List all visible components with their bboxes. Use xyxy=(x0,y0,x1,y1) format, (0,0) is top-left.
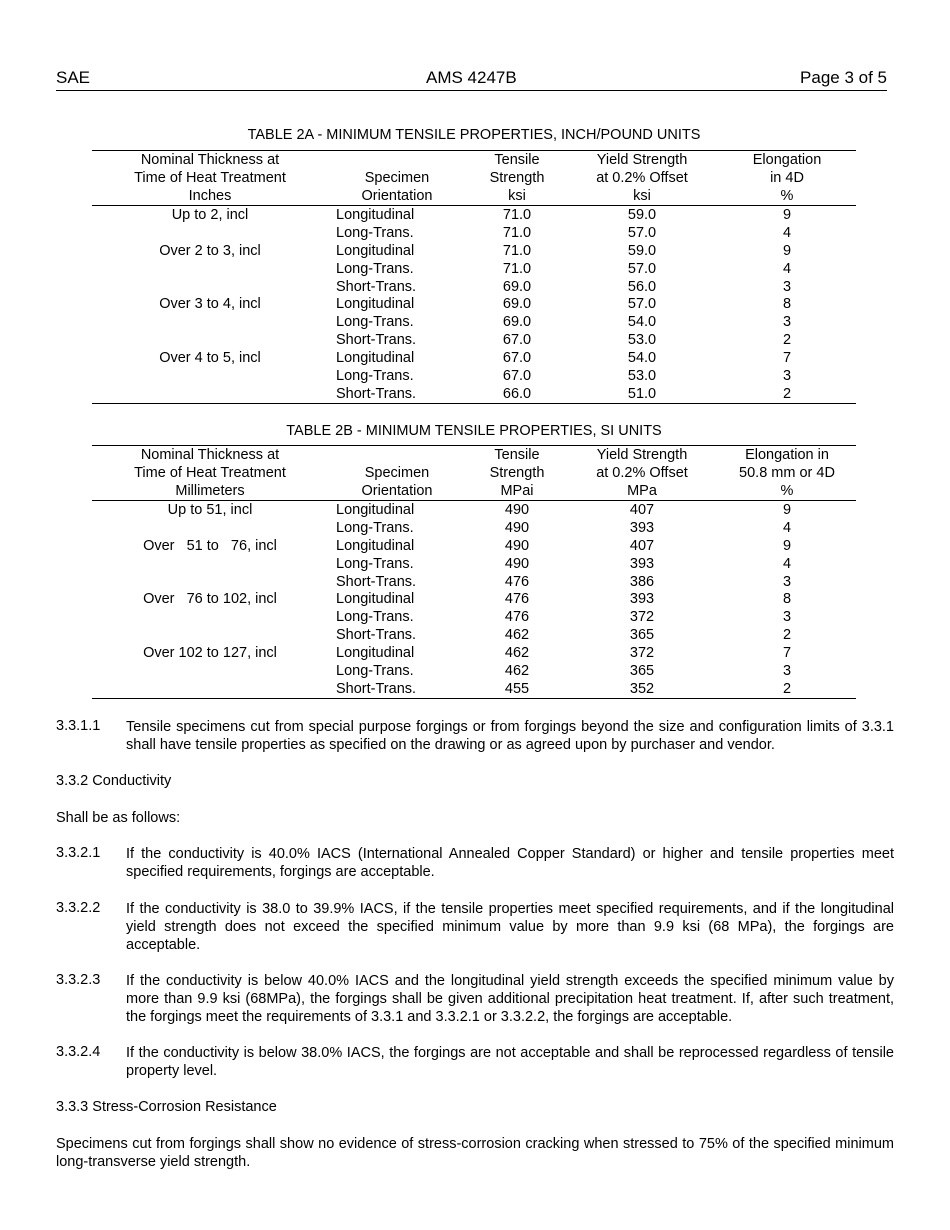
column-header-line: Specimen xyxy=(364,170,430,186)
column-header-line: Yield Strength xyxy=(596,447,688,463)
para-3-3-1-1-number: 3.3.1.1 xyxy=(56,718,101,734)
cell-thickness: Up to 51, incl xyxy=(167,502,253,518)
cell-orientation: Longitudinal xyxy=(336,591,415,608)
cell-orientation: Short-Trans. xyxy=(336,627,417,644)
column-header-line: Time of Heat Treatment xyxy=(134,170,286,186)
cell-tensile: 490 xyxy=(504,555,530,572)
cell-orientation: Short-Trans. xyxy=(336,573,417,590)
table-row xyxy=(92,626,856,644)
cell-yield: 54.0 xyxy=(627,350,657,367)
cell-tensile: 71.0 xyxy=(502,207,532,223)
cell-orientation: Short-Trans. xyxy=(336,385,417,402)
cell-orientation: Longitudinal xyxy=(336,350,415,367)
cell-elongation: 3 xyxy=(782,663,792,680)
column-header-line: Yield Strength xyxy=(596,152,688,168)
column-header-line: Nominal Thickness at xyxy=(140,447,280,463)
cell-yield: 393 xyxy=(629,555,655,572)
cell-elongation: 4 xyxy=(782,519,792,536)
table-body xyxy=(92,206,856,403)
cell-yield: 393 xyxy=(629,519,655,536)
cell-yield: 57.0 xyxy=(627,260,657,277)
para-3-3-2-4-number: 3.3.2.4 xyxy=(56,1044,101,1060)
cell-yield: 372 xyxy=(629,609,655,626)
para-3-3-2-1-text: If the conductivity is 40.0% IACS (International Annealed Copper Standard) or higher and tensile properties meet specified requirements, forgings are acceptable. xyxy=(126,846,894,880)
column-header-line: Orientation xyxy=(361,188,433,204)
cell-elongation: 3 xyxy=(782,278,792,295)
column-header-line: 50.8 mm or 4D xyxy=(739,465,835,481)
table-row xyxy=(92,573,856,591)
column-header-line: MPa xyxy=(627,483,657,499)
cell-tensile: 462 xyxy=(504,645,530,662)
table-body xyxy=(92,501,856,698)
table-2a-title: TABLE 2A - MINIMUM TENSILE PROPERTIES, INCH/POUND UNITS xyxy=(247,127,701,143)
column-header-line: MPai xyxy=(500,483,534,499)
table-row xyxy=(92,206,856,224)
cell-thickness: Over 4 to 5, incl xyxy=(159,350,261,367)
section-3-3-2-intro: Shall be as follows: xyxy=(56,810,181,826)
para-3-3-2-3-number: 3.3.2.3 xyxy=(56,972,101,988)
column-header-line xyxy=(337,446,457,464)
header-doc-number: AMS 4247B xyxy=(426,68,517,87)
cell-yield: 57.0 xyxy=(627,224,657,241)
cell-elongation: 8 xyxy=(782,296,792,313)
table-2b xyxy=(92,445,856,699)
column-header-line: at 0.2% Offset xyxy=(596,170,688,186)
section-3-3-3-heading: 3.3.3 Stress-Corrosion Resistance xyxy=(56,1099,277,1115)
cell-thickness: Up to 2, incl xyxy=(171,207,249,223)
cell-yield: 59.0 xyxy=(627,207,657,223)
column-header-tensile xyxy=(467,446,567,500)
column-header-line: ksi xyxy=(633,188,651,204)
cell-elongation: 9 xyxy=(782,502,792,518)
cell-tensile: 455 xyxy=(504,680,530,697)
table-row xyxy=(92,662,856,680)
cell-tensile: 490 xyxy=(504,519,530,536)
column-header-line: Time of Heat Treatment xyxy=(134,465,286,481)
column-header-line xyxy=(337,151,457,169)
page-header xyxy=(56,68,887,91)
cell-orientation: Long-Trans. xyxy=(336,519,414,536)
cell-orientation: Short-Trans. xyxy=(336,332,417,349)
cell-tensile: 67.0 xyxy=(502,368,532,385)
cell-elongation: 4 xyxy=(782,555,792,572)
column-header-line: Strength xyxy=(489,170,545,186)
cell-thickness: Over 3 to 4, incl xyxy=(159,296,261,313)
column-header-line: % xyxy=(780,483,794,499)
cell-orientation: Longitudinal xyxy=(336,242,415,259)
column-header-line: Inches xyxy=(188,188,232,204)
column-header-orientation xyxy=(337,446,457,500)
column-header-line: Orientation xyxy=(361,483,433,499)
para-3-3-1-1-text: Tensile specimens cut from special purpose forgings or from forgings beyond the size and configuration limits of 3.3.1 shall have tensile properties as specified on the drawing or as agreed upon by purchaser and vendor. xyxy=(126,719,894,753)
table-row xyxy=(92,608,856,626)
cell-orientation: Longitudinal xyxy=(336,296,415,313)
cell-elongation: 2 xyxy=(782,332,792,349)
table-row xyxy=(92,331,856,349)
cell-orientation: Long-Trans. xyxy=(336,368,414,385)
cell-tensile: 462 xyxy=(504,663,530,680)
column-header-yield xyxy=(582,151,702,205)
cell-tensile: 69.0 xyxy=(502,296,532,313)
cell-yield: 56.0 xyxy=(627,278,657,295)
column-header-line: Elongation xyxy=(752,152,822,168)
para-3-3-2-1-number: 3.3.2.1 xyxy=(56,845,101,861)
para-3-3-2-4-text: If the conductivity is below 38.0% IACS, the forgings are not acceptable and shall be reprocessed regardless of tensile property level. xyxy=(126,1045,894,1079)
table-row xyxy=(92,519,856,537)
table-2b-title: TABLE 2B - MINIMUM TENSILE PROPERTIES, SI UNITS xyxy=(286,423,662,439)
cell-elongation: 4 xyxy=(782,224,792,241)
cell-elongation: 9 xyxy=(782,537,792,554)
cell-elongation: 2 xyxy=(782,385,792,402)
table-row xyxy=(92,260,856,278)
cell-yield: 407 xyxy=(629,537,655,554)
table-row xyxy=(92,367,856,385)
column-header-line: Tensile xyxy=(494,447,540,463)
cell-elongation: 3 xyxy=(782,368,792,385)
column-header-line: at 0.2% Offset xyxy=(596,465,688,481)
table-2a xyxy=(92,150,856,404)
column-header-thickness xyxy=(92,151,328,205)
table-row xyxy=(92,242,856,260)
cell-elongation: 9 xyxy=(782,242,792,259)
cell-yield: 53.0 xyxy=(627,332,657,349)
cell-orientation: Long-Trans. xyxy=(336,555,414,572)
cell-elongation: 2 xyxy=(782,627,792,644)
cell-tensile: 67.0 xyxy=(502,332,532,349)
cell-yield: 365 xyxy=(629,663,655,680)
table-header xyxy=(92,446,856,501)
cell-orientation: Short-Trans. xyxy=(336,680,417,697)
cell-tensile: 69.0 xyxy=(502,278,532,295)
cell-orientation: Long-Trans. xyxy=(336,663,414,680)
table-row xyxy=(92,313,856,331)
section-3-3-2-heading: 3.3.2 Conductivity xyxy=(56,773,172,789)
cell-elongation: 2 xyxy=(782,680,792,697)
column-header-orientation xyxy=(337,151,457,205)
cell-elongation: 9 xyxy=(782,207,792,223)
column-header-tensile xyxy=(467,151,567,205)
cell-thickness: Over 2 to 3, incl xyxy=(159,242,261,259)
header-page-number: Page 3 of 5 xyxy=(800,68,887,87)
column-header-elongation xyxy=(722,151,852,205)
cell-tensile: 476 xyxy=(504,591,530,608)
cell-yield: 372 xyxy=(629,645,655,662)
cell-thickness: Over 51 to 76, incl xyxy=(143,537,277,554)
para-3-3-2-2-number: 3.3.2.2 xyxy=(56,900,101,916)
cell-thickness: Over 102 to 127, incl xyxy=(143,645,277,662)
cell-yield: 57.0 xyxy=(627,296,657,313)
cell-orientation: Longitudinal xyxy=(336,537,415,554)
column-header-line: Millimeters xyxy=(175,483,245,499)
cell-elongation: 3 xyxy=(782,609,792,626)
cell-yield: 386 xyxy=(629,573,655,590)
cell-yield: 407 xyxy=(629,502,655,518)
cell-tensile: 66.0 xyxy=(502,385,532,402)
cell-elongation: 7 xyxy=(782,350,792,367)
table-row xyxy=(92,537,856,555)
table-row xyxy=(92,590,856,608)
cell-orientation: Short-Trans. xyxy=(336,278,417,295)
cell-elongation: 4 xyxy=(782,260,792,277)
cell-yield: 59.0 xyxy=(627,242,657,259)
cell-tensile: 71.0 xyxy=(502,224,532,241)
column-header-line: in 4D xyxy=(770,170,804,186)
cell-elongation: 3 xyxy=(782,573,792,590)
cell-orientation: Long-Trans. xyxy=(336,260,414,277)
table-row xyxy=(92,644,856,662)
cell-elongation: 8 xyxy=(782,591,792,608)
column-header-line: Elongation in xyxy=(745,447,829,463)
cell-tensile: 476 xyxy=(504,573,530,590)
cell-yield: 53.0 xyxy=(627,368,657,385)
para-3-3-2-3-text: If the conductivity is below 40.0% IACS and the longitudinal yield strength exceeds the specified minimum value by more than 9.9 ksi (68MPa), the forgings shall be given additional precipitation heat treatment. If, after such treatment, the forgings meet the requirements of 3.3.1 and 3.3.2.1 or 3.3.2.2, the forgings are acceptable. xyxy=(126,973,894,1025)
cell-yield: 393 xyxy=(629,591,655,608)
table-row xyxy=(92,349,856,367)
cell-orientation: Long-Trans. xyxy=(336,224,414,241)
table-row xyxy=(92,385,856,403)
cell-orientation: Long-Trans. xyxy=(336,314,414,331)
table-header xyxy=(92,151,856,206)
cell-elongation: 3 xyxy=(782,314,792,331)
section-3-3-3-text: Specimens cut from forgings shall show no evidence of stress-corrosion cracking when stressed to 75% of the specified minimum long-transverse yield strength. xyxy=(56,1136,894,1170)
cell-orientation: Longitudinal xyxy=(336,502,415,518)
column-header-line: Tensile xyxy=(494,152,540,168)
cell-orientation: Longitudinal xyxy=(336,645,415,662)
cell-tensile: 71.0 xyxy=(502,260,532,277)
cell-tensile: 490 xyxy=(504,502,530,518)
cell-elongation: 7 xyxy=(782,645,792,662)
column-header-thickness xyxy=(92,446,328,500)
cell-tensile: 67.0 xyxy=(502,350,532,367)
table-row xyxy=(92,501,856,519)
column-header-elongation xyxy=(722,446,852,500)
table-row xyxy=(92,278,856,296)
column-header-line: Specimen xyxy=(364,465,430,481)
header-org: SAE xyxy=(56,68,91,87)
cell-orientation: Long-Trans. xyxy=(336,609,414,626)
cell-tensile: 476 xyxy=(504,609,530,626)
table-row xyxy=(92,224,856,242)
column-header-line: Nominal Thickness at xyxy=(140,152,280,168)
para-3-3-2-2-text: If the conductivity is 38.0 to 39.9% IACS, if the tensile properties meet specified requirements, and if the longitudinal yield strength does not exceed the specified minimum value by more than 9.9 ksi (68 MPa), the forgings are acceptable. xyxy=(126,901,894,953)
cell-yield: 54.0 xyxy=(627,314,657,331)
cell-yield: 365 xyxy=(629,627,655,644)
table-row xyxy=(92,680,856,698)
column-header-line: ksi xyxy=(508,188,526,204)
cell-orientation: Longitudinal xyxy=(336,207,415,223)
cell-tensile: 71.0 xyxy=(502,242,532,259)
cell-thickness: Over 76 to 102, incl xyxy=(143,591,277,608)
cell-tensile: 462 xyxy=(504,627,530,644)
table-row xyxy=(92,555,856,573)
column-header-yield xyxy=(582,446,702,500)
column-header-line: Strength xyxy=(489,465,545,481)
column-header-line: % xyxy=(780,188,794,204)
cell-yield: 51.0 xyxy=(627,385,657,402)
cell-yield: 352 xyxy=(629,680,655,697)
cell-tensile: 490 xyxy=(504,537,530,554)
table-row xyxy=(92,295,856,313)
cell-tensile: 69.0 xyxy=(502,314,532,331)
